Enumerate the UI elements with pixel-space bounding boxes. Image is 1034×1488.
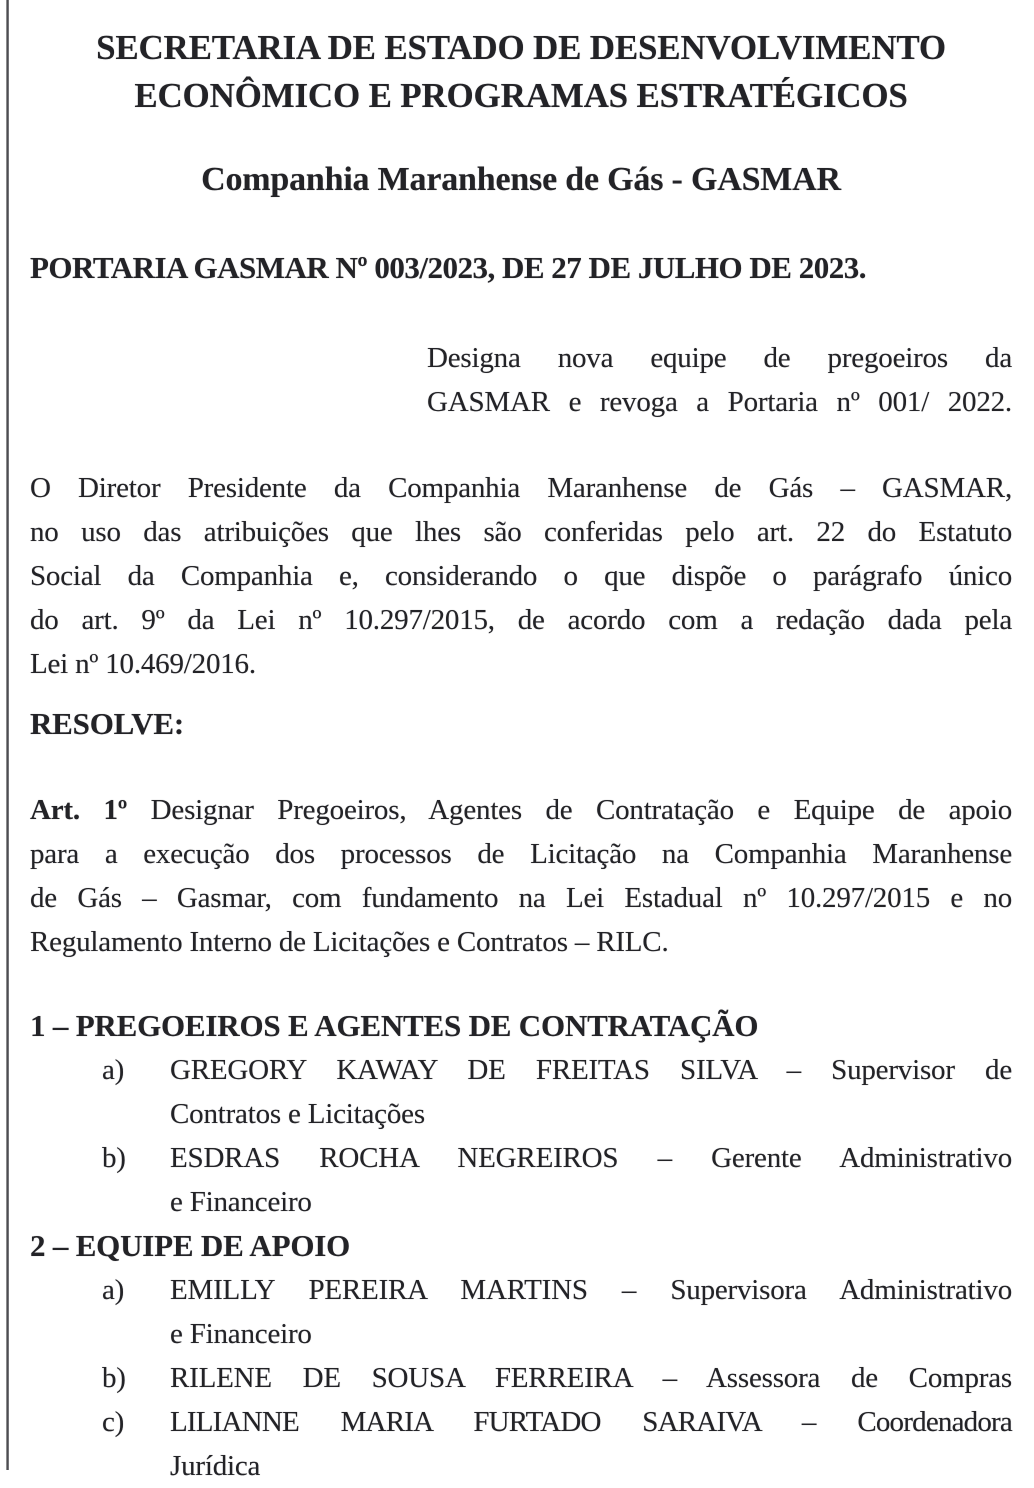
list-item-pregoeiros-a <box>30 1048 1012 1136</box>
document-title-line-2: ECONÔMICO E PROGRAMAS ESTRATÉGICOS <box>134 76 908 115</box>
list-item-apoio-c <box>30 1400 1012 1488</box>
list-item-pregoeiros-b <box>30 1136 1012 1224</box>
document-title-line-1: SECRETARIA DE ESTADO DE DESENVOLVIMENTO <box>96 28 946 67</box>
preamble-line-3: Social da Companhia e, considerando o que dispõe o parágrafo único <box>30 560 1012 592</box>
list-item-role-continued: Jurídica <box>170 1450 261 1482</box>
list-item-marker: b) <box>102 1142 126 1174</box>
list-item-name-role: ESDRAS ROCHA NEGREIROS – Gerente Administrativo <box>170 1142 1012 1174</box>
list-item-marker: a) <box>102 1054 125 1086</box>
list-item-name-role: EMILLY PEREIRA MARTINS – Supervisora Administrativo <box>170 1274 1012 1306</box>
article-1-line-4: Regulamento Interno de Licitações e Contratos – RILC. <box>30 926 669 958</box>
preamble-paragraph <box>30 466 1012 686</box>
list-item-name-role: LILIANNE MARIA FURTADO SARAIVA – Coordenadora <box>170 1406 1012 1438</box>
list-item-text <box>170 1048 1012 1136</box>
preamble-line-2: no uso das atribuições que lhes são conferidas pelo art. 22 do Estatuto <box>30 516 1012 548</box>
article-1-number: Art. 1º <box>30 794 151 826</box>
list-item-text <box>170 1268 1012 1356</box>
list-item-text <box>170 1356 1012 1400</box>
list-item-name-role: GREGORY KAWAY DE FREITAS SILVA – Supervisor de <box>170 1054 1012 1086</box>
preamble-line-5: Lei nº 10.469/2016. <box>30 648 256 680</box>
preamble-line-1: O Diretor Presidente da Companhia Maranhense de Gás – GASMAR, <box>30 472 1012 504</box>
resolve-heading: RESOLVE: <box>30 706 185 741</box>
preamble-line-4: do art. 9º da Lei nº 10.297/2015, de acordo com a redação dada pela <box>30 604 1012 636</box>
list-item-role-continued: Contratos e Licitações <box>170 1098 425 1130</box>
list-item-role-continued: e Financeiro <box>170 1318 312 1350</box>
list-item-apoio-a <box>30 1268 1012 1356</box>
list-item-apoio-b <box>30 1356 1012 1400</box>
list-item-role-continued: e Financeiro <box>170 1186 312 1218</box>
article-1-line-1 <box>30 788 1012 832</box>
section-2-heading: 2 – EQUIPE DE APOIO <box>30 1228 351 1263</box>
section-1-heading: 1 – PREGOEIROS E AGENTES DE CONTRATAÇÃO <box>30 1008 759 1043</box>
article-1-line-3: de Gás – Gasmar, com fundamento na Lei Estadual nº 10.297/2015 e no <box>30 882 1012 914</box>
article-1-paragraph <box>30 788 1012 964</box>
list-item-marker: b) <box>102 1362 126 1394</box>
epigraph-summary <box>427 336 1012 424</box>
article-1-line-1-text: Designar Pregoeiros, Agentes de Contratação e Equipe de apoio <box>150 794 1013 826</box>
list-item-text <box>170 1136 1012 1224</box>
epigraph-line-1: Designa nova equipe de pregoeiros da <box>427 342 1012 374</box>
epigraph-line-2: GASMAR e revoga a Portaria nº 001/ 2022. <box>427 386 1012 418</box>
list-item-text <box>170 1400 1012 1488</box>
company-subtitle: Companhia Maranhense de Gás - GASMAR <box>201 161 841 198</box>
portaria-number-line: PORTARIA GASMAR Nº 003/2023, DE 27 DE JULHO DE 2023. <box>30 250 866 285</box>
list-item-name-role: RILENE DE SOUSA FERREIRA – Assessora de Compras <box>170 1362 1012 1394</box>
list-item-marker: a) <box>102 1274 125 1306</box>
article-1-line-2: para a execução dos processos de Licitação na Companhia Maranhense <box>30 838 1012 870</box>
list-item-marker: c) <box>102 1406 125 1438</box>
document-title <box>30 24 1012 120</box>
